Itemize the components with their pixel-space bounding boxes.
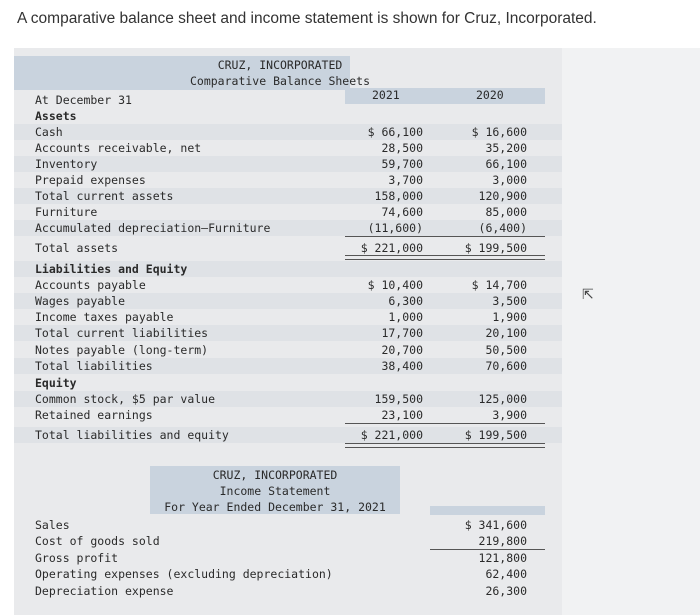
double-rule <box>345 255 545 260</box>
col-2020-header: 2020 <box>476 88 504 102</box>
row-label: Accounts payable <box>35 278 146 292</box>
row-label: Sales <box>35 518 70 532</box>
income-period: For Year Ended December 31, 2021 <box>164 500 386 514</box>
row-label: Gross profit <box>35 551 119 565</box>
balance-company: CRUZ, INCORPORATED <box>217 58 343 72</box>
row-label: Operating expenses (excluding depreciation) <box>35 567 333 581</box>
value-2020: 125,000 <box>478 392 527 406</box>
row-value: 26,300 <box>485 584 527 598</box>
row-label: Total current assets <box>35 189 174 203</box>
value-2021: 23,100 <box>381 408 423 422</box>
row-label: Accounts receivable, net <box>35 141 202 155</box>
row-label: Notes payable (long-term) <box>35 343 209 357</box>
value-2021: 59,700 <box>381 157 423 171</box>
row-label: Common stock, $5 par value <box>35 392 216 406</box>
row-label: Total liabilities <box>35 359 153 373</box>
value-2020: (6,400) <box>478 221 527 235</box>
value-2020: 3,500 <box>492 294 527 308</box>
value-2021: 17,700 <box>381 326 423 340</box>
row-value: 62,400 <box>485 567 527 581</box>
value-2020: 120,900 <box>478 189 527 203</box>
row-value: $ 341,600 <box>464 518 527 532</box>
row-label: Retained earnings <box>35 408 153 422</box>
value-2021: 38,400 <box>381 359 423 373</box>
value-2021: 6,300 <box>388 294 423 308</box>
total-rule <box>345 423 545 424</box>
value-2020: 35,200 <box>485 141 527 155</box>
value-2021: 1,000 <box>388 310 423 324</box>
value-2020: 66,100 <box>485 157 527 171</box>
value-2020: 3,000 <box>492 173 527 187</box>
row-label: Prepaid expenses <box>35 173 146 187</box>
value-2021: $ 66,100 <box>367 125 423 139</box>
value-2021: 158,000 <box>374 189 423 203</box>
row-label: Wages payable <box>35 294 126 308</box>
balance-title: Comparative Balance Sheets <box>189 74 370 88</box>
value-2020: 70,600 <box>485 359 527 373</box>
value-2021: 3,700 <box>388 173 423 187</box>
background-area <box>562 48 700 615</box>
value-2021: 74,600 <box>381 205 423 219</box>
row-label: Cash <box>35 125 63 139</box>
value-2020: 50,500 <box>485 343 527 357</box>
double-rule <box>345 443 545 448</box>
value-2021: $ 10,400 <box>367 278 423 292</box>
row-label: Total assets <box>35 241 119 255</box>
question-text: A comparative balance sheet and income statement is shown for Cruz, Incorporated. <box>17 10 597 27</box>
value-2021: 20,700 <box>381 343 423 357</box>
value-2020: $ 16,600 <box>471 125 527 139</box>
date-label: At December 31 <box>35 93 132 107</box>
value-2021: 159,500 <box>374 392 423 406</box>
value-2020: 20,100 <box>485 326 527 340</box>
value-2020: 85,000 <box>485 205 527 219</box>
value-2020: $ 199,500 <box>464 428 527 442</box>
row-label: Total current liabilities <box>35 326 209 340</box>
income-column-band <box>430 506 545 515</box>
row-label: Liabilities and Equity <box>35 262 188 276</box>
income-title: Income Statement <box>219 484 331 498</box>
row-value: 121,800 <box>478 551 527 565</box>
row-label: Accumulated depreciation—Furniture <box>35 221 271 235</box>
value-2020: 1,900 <box>492 310 527 324</box>
row-label: Cost of goods sold <box>35 534 160 548</box>
total-rule <box>345 236 545 237</box>
row-label: Income taxes payable <box>35 310 174 324</box>
value-2021: 28,500 <box>381 141 423 155</box>
value-2021: $ 221,000 <box>360 241 423 255</box>
income-company: CRUZ, INCORPORATED <box>212 468 338 482</box>
row-label: Furniture <box>35 205 98 219</box>
value-2021: $ 221,000 <box>360 428 423 442</box>
row-label: Total liabilities and equity <box>35 428 229 442</box>
row-label: Equity <box>35 376 77 390</box>
mouse-cursor-icon: ⇱ <box>582 286 594 302</box>
row-label: Assets <box>35 109 77 123</box>
value-2020: $ 14,700 <box>471 278 527 292</box>
total-rule <box>430 549 545 550</box>
value-2021: (11,600) <box>367 221 423 235</box>
row-label: Depreciation expense <box>35 584 174 598</box>
value-2020: 3,900 <box>492 408 527 422</box>
row-value: 219,800 <box>478 534 527 548</box>
row-label: Inventory <box>35 157 98 171</box>
value-2020: $ 199,500 <box>464 241 527 255</box>
col-2021-header: 2021 <box>372 88 400 102</box>
